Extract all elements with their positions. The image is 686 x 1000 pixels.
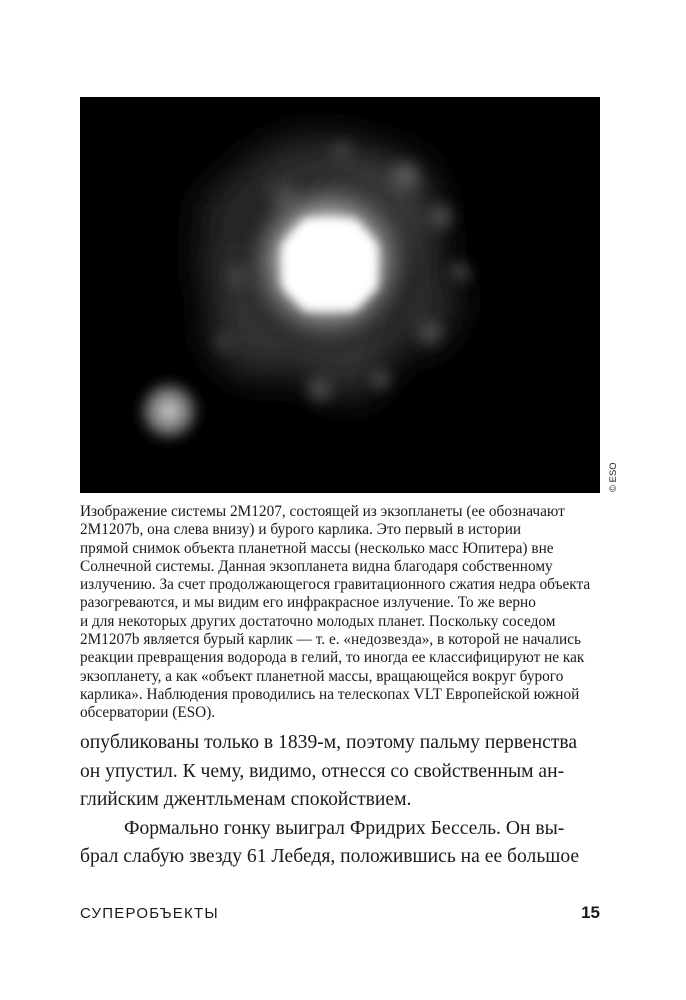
caption-line: и для некоторых других достаточно молодых планет. Поскольку соседом (80, 612, 556, 630)
astronomy-photo (80, 97, 600, 493)
page-number: 15 (581, 903, 600, 922)
body-line: брал слабую звезду 61 Лебедя, положившись на ее большое (80, 846, 580, 867)
running-head: СУПЕРОБЪЕКТЫ (80, 905, 219, 922)
body-line: опубликованы только в 1839-м, поэтому пальму первенства (80, 732, 578, 753)
caption-line: Солнечной системы. Данная экзопланета видна благодаря собственному (80, 557, 553, 575)
figure-caption (80, 503, 605, 723)
caption-line: реакции превращения водорода в гелий, то иногда ее классифицируют не как (80, 649, 585, 667)
photo-svg (80, 97, 600, 493)
exoplanet-2m1207b (133, 375, 205, 447)
caption-line: карлика». Наблюдения проводились на телескопах VLT Европейской южной (80, 685, 580, 703)
brown-dwarf-core (282, 219, 378, 311)
body-line: он упустил. К чему, видимо, отнесся со свойственным ан- (80, 760, 565, 782)
caption-line: прямой снимок объекта планетной массы (несколько масс Юпитера) вне (80, 539, 554, 557)
caption-line: Изображение системы 2M1207, состоящей из экзопланеты (ее обозначают (80, 503, 565, 520)
caption-line: 2M1207b является бурый карлик — т. е. «недозвезда», в которой не начались (80, 631, 581, 649)
body-line: Формально гонку выиграл Фридрих Бессель. Он вы- (124, 817, 565, 839)
caption-line: разогреваются, и мы видим его инфракрасное излучение. То же верно (80, 594, 536, 612)
photo-credit-text: © ESO (608, 462, 619, 492)
photo-credit (600, 440, 626, 496)
body-line: глийским джентльменам спокойствием. (80, 789, 412, 810)
body-text (80, 729, 610, 872)
caption-line: обсерватории (ESO). (80, 704, 216, 722)
caption-line: излучению. За счет продолжающегося гравитационного сжатия недра объекта (80, 576, 591, 594)
caption-line: экзопланету, а как «объект планетной массы, вращающейся вокруг бурого (80, 667, 564, 685)
caption-line: 2M1207b, она слева внизу) и бурого карлика. Это первый в истории (80, 521, 522, 539)
